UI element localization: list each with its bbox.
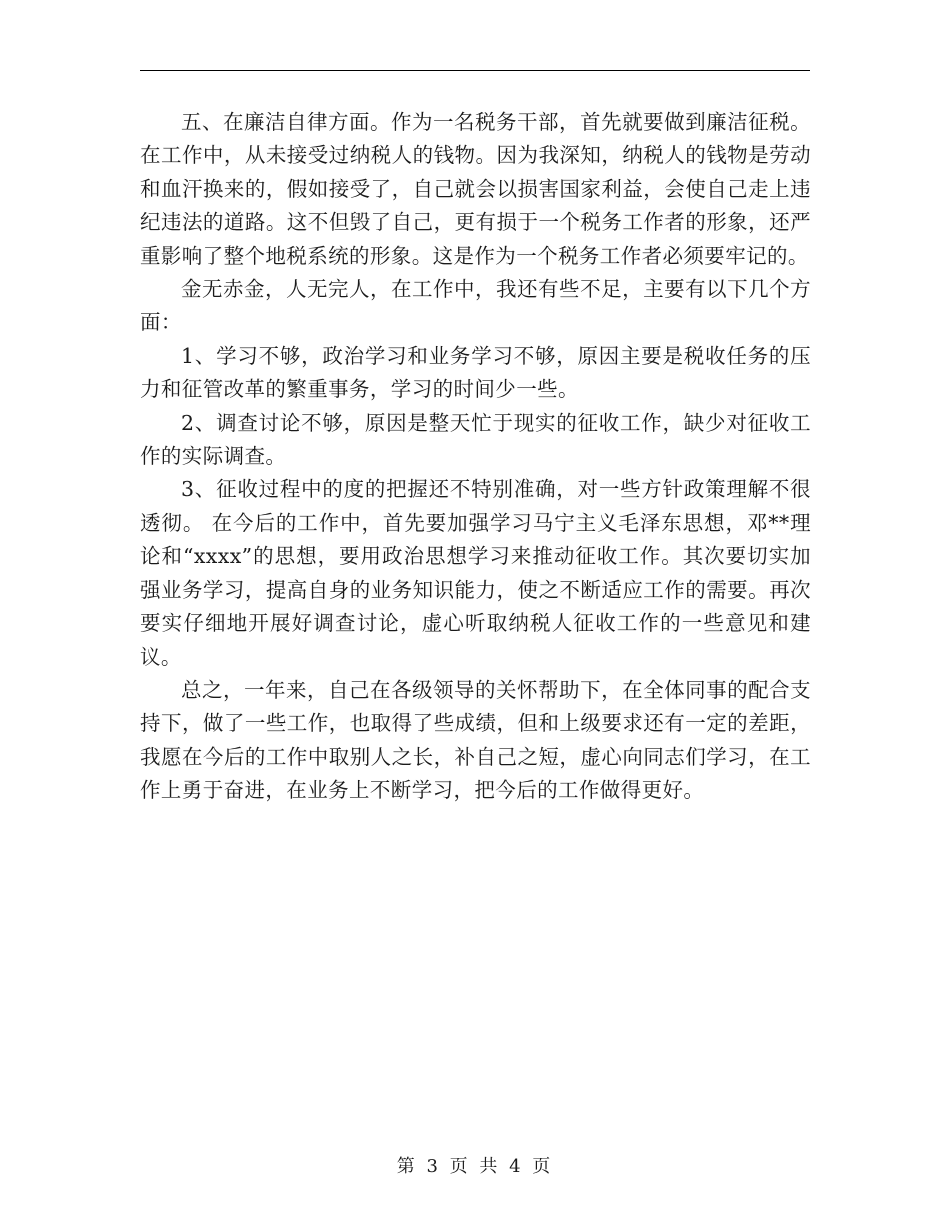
- header-rule: [140, 70, 810, 71]
- document-body: [140, 106, 811, 808]
- paragraph-shortcoming-3: 3、征收过程中的度的把握还不特别准确，对一些方针政策理解不很透彻。 在今后的工作中，首先要加强学习马宁主义毛泽东思想，邓**理论和“xxxx”的思想，要用政治思想学习来推动征收工作。其次要切实加强业务学习，提高自身的业务知识能力，使之不断适应工作的需要。再次要实仔细地开展好调查讨论，虚心听取纳税人征收工作的一些意见和建议。: [140, 477, 811, 669]
- paragraph-shortcoming-1: 1、学习不够，政治学习和业务学习不够，原因主要是税收任务的压力和征管改革的繁重事务，学习的时间少一些。: [140, 343, 811, 402]
- paragraph-integrity: 五、在廉洁自律方面。作为一名税务干部，首先就要做到廉洁征税。在工作中，从未接受过纳税人的钱物。因为我深知，纳税人的钱物是劳动和血汗换来的，假如接受了，自己就会以损害国家利益，会使自己走上违纪违法的道路。这不但毁了自己，更有损于一个税务工作者的形象，还严重影响了整个地税系统的形象。这是作为一个税务工作者必须要牢记的。: [140, 110, 811, 268]
- paragraph-shortcoming-2: 2、调查讨论不够，原因是整天忙于现实的征收工作，缺少对征收工作的实际调查。: [140, 410, 811, 469]
- paragraph-conclusion: 总之，一年来，自己在各级领导的关怀帮助下，在全体同事的配合支持下，做了一些工作，也取得了些成绩，但和上级要求还有一定的差距，我愿在今后的工作中取别人之长，补自己之短，虚心向同志们学习，在工作上勇于奋进，在业务上不断学习，把今后的工作做得更好。: [140, 677, 811, 803]
- paragraph-shortcomings-intro: 金无赤金，人无完人，在工作中，我还有些不足，主要有以下几个方面：: [140, 277, 811, 335]
- page-number-footer: 第 3 页 共 4 页: [396, 1156, 554, 1177]
